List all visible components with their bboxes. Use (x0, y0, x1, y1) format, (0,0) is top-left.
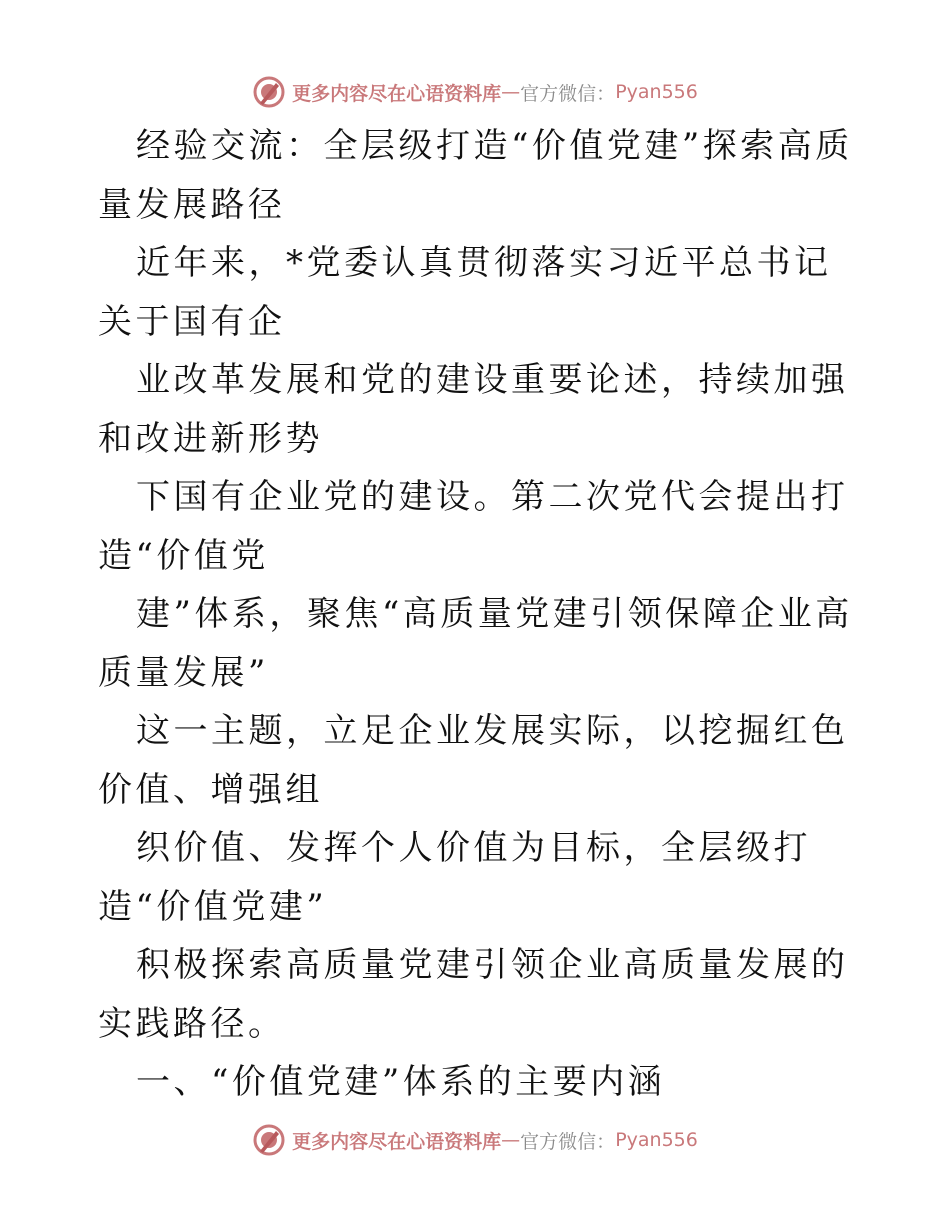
paragraph: 建”体系，聚焦“高质量党建引领保障企业高质量发展” (98, 594, 853, 693)
pen-circle-logo-icon (252, 1123, 286, 1157)
watermark-text: 更多内容尽在心语资料库 (292, 1130, 502, 1153)
paragraph: 织价值、发挥个人价值为目标，全层级打造“价值党建” (98, 828, 811, 927)
document-body (98, 117, 858, 1112)
pen-circle-logo-icon (252, 75, 286, 109)
watermark-text: 更多内容尽在心语资料库 (292, 82, 502, 105)
paragraph: 近年来，*党委认真贯彻落实习近平总书记关于国有企 (98, 243, 832, 342)
watermark-official-label: 官方微信： (520, 82, 616, 105)
watermark-dash: — (501, 1129, 521, 1151)
watermark-wechat-id: Pyan556 (615, 81, 698, 103)
footer-watermark (0, 1120, 950, 1160)
paragraph: 业改革发展和党的建设重要论述，持续加强和改进新形势 (98, 360, 849, 459)
header-watermark (0, 72, 950, 112)
watermark-dash: — (501, 81, 521, 103)
section-heading: 一、“价值党建”体系的主要内涵 (136, 1062, 666, 1102)
watermark-wechat-id: Pyan556 (615, 1129, 698, 1151)
watermark-official-label: 官方微信： (520, 1130, 616, 1153)
paragraph: 下国有企业党的建设。第二次党代会提出打造“价值党 (98, 477, 849, 576)
paragraph: 这一主题，立足企业发展实际，以挖掘红色价值、增强组 (98, 711, 849, 810)
paragraph: 积极探索高质量党建引领企业高质量发展的实践路径。 (98, 945, 849, 1044)
document-title: 经验交流：全层级打造“价值党建”探索高质量发展路径 (98, 126, 853, 225)
